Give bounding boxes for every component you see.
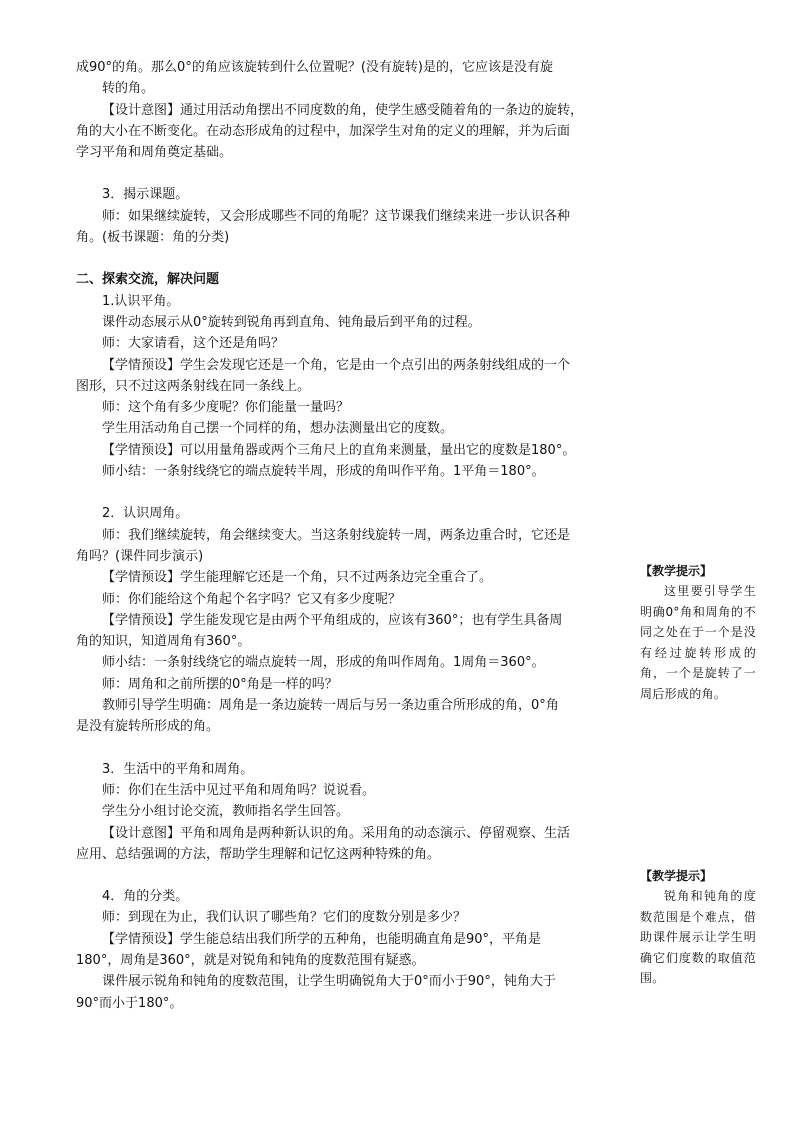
text-line: 学生用活动角自己摆一个同样的角，想办法测量出它的度数。 <box>102 421 454 437</box>
paragraph-gap <box>76 248 606 269</box>
teaching-tip-1 <box>640 561 756 704</box>
text-line: 3．揭示课题。 <box>102 187 189 203</box>
text-line: 教师引导学生明确：周角是一条边旋转一周后与另一条边重合所形成的角，0°角 <box>102 698 559 714</box>
text-line: 角的知识，知道周角有360°。 <box>76 634 251 650</box>
section-heading: 二、探索交流，解决问题 <box>76 272 220 288</box>
text-line: 师：如果继续旋转，又会形成哪些不同的角呢？这节课我们继续来进一步认识各种 <box>102 208 571 224</box>
text-line: 师小结：一条射线绕它的端点旋转一周，形成的角叫作周角。1周角＝360°。 <box>102 655 545 671</box>
text-line: 师小结：一条射线绕它的端点旋转半周，形成的角叫作平角。1平角＝180°。 <box>102 464 545 480</box>
teaching-tip-title: 【教学提示】 <box>640 869 713 883</box>
text-line: 课件展示锐角和钝角的度数范围，让学生明确锐角大于0°而小于90°，钝角大于 <box>102 974 556 990</box>
text-line: 课件动态展示从0°旋转到锐角再到直角、钝角最后到平角的过程。 <box>102 314 481 330</box>
text-line: 是没有旋转所形成的角。 <box>76 719 220 735</box>
text-line: 角的大小在不断变化。在动态形成角的过程中，加深学生对角的定义的理解，并为后面 <box>76 123 571 139</box>
teaching-tip-text: 锐角和钝角的度数范围是个难点，借助课件展示让学生明确它们度数的取值范围。 <box>640 889 756 985</box>
text-line: 【学情预设】学生会发现它还是一个角，它是由一个点引出的两条射线组成的一个 <box>102 357 571 373</box>
text-line: 师：这个角有多少度呢？你们能量一量吗？ <box>102 400 350 416</box>
text-line: 【设计意图】通过用活动角摆出不同度数的角，使学生感受随着角的一条边的旋转， <box>102 102 584 118</box>
text-line: 图形，只不过这两条射线在同一条线上。 <box>76 378 311 394</box>
teaching-tip-title: 【教学提示】 <box>640 564 713 578</box>
text-line: 角吗？(课件同步演示) <box>76 548 204 564</box>
text-line: 4．角的分类。 <box>102 889 189 905</box>
text-line: 【学情预设】学生能总结出我们所学的五种角，也能明确直角是90°，平角是 <box>102 931 542 947</box>
text-line: 1.认识平角。 <box>102 293 180 309</box>
text-line: 师：周角和之前所摆的0°角是一样的吗？ <box>102 676 338 692</box>
paragraph-gap <box>76 865 606 886</box>
text-line: 师：你们在生活中见过平角和周角吗？说说看。 <box>102 782 376 798</box>
paragraph-gap <box>76 738 606 759</box>
teaching-tip-text: 这里要引导学生明确0°角和周角的不同之处在于一个是没有经过旋转形成的角，一个是旋转了一周后形成的角。 <box>640 584 756 701</box>
text-line: 师：到现在为止，我们认识了哪些角？它们的度数分别是多少？ <box>102 910 467 926</box>
text-line: 师：大家请看，这个还是角吗？ <box>102 336 285 352</box>
text-line: 【学情预设】学生能理解它还是一个角，只不过两条边完全重合了。 <box>102 570 493 586</box>
text-line: 学习平角和周角奠定基础。 <box>76 145 233 161</box>
text-line: 90°而小于180°。 <box>76 995 183 1011</box>
text-line: 应用、总结强调的方法，帮助学生理解和记忆这两种特殊的角。 <box>76 846 441 862</box>
text-line: 学生分小组讨论交流，教师指名学生回答。 <box>102 804 350 820</box>
text-line: 转的角。 <box>102 81 155 97</box>
text-line: 成90°的角。那么0°的角应该旋转到什么位置呢？(没有旋转)是的，它应该是没有旋 <box>76 60 553 75</box>
lesson-body <box>76 57 606 1014</box>
text-line: 【学情预设】可以用量角器或两个三角尺上的直角来测量，量出它的度数是180°。 <box>102 442 576 458</box>
text-line: 角。(板书课题：角的分类) <box>76 230 230 246</box>
paragraph-gap <box>76 163 606 184</box>
paragraph-gap <box>76 482 606 503</box>
text-line: 180°，周角是360°，就是对锐角和钝角的度数范围有疑惑。 <box>76 952 425 968</box>
text-line: 【设计意图】平角和周角是两种新认识的角。采用角的动态演示、停留观察、生活 <box>102 825 571 841</box>
teaching-tip-2 <box>640 866 756 989</box>
text-line: 2．认识周角。 <box>102 506 189 522</box>
text-line: 3．生活中的平角和周角。 <box>102 761 254 777</box>
text-line: 师：你们能给这个角起个名字吗？它又有多少度呢？ <box>102 591 402 607</box>
text-line: 【学情预设】学生能发现它是由两个平角组成的，应该有360°；也有学生具备周 <box>102 612 563 628</box>
text-line: 师：我们继续旋转，角会继续变大。当这条射线旋转一周，两条边重合时，它还是 <box>102 527 571 543</box>
